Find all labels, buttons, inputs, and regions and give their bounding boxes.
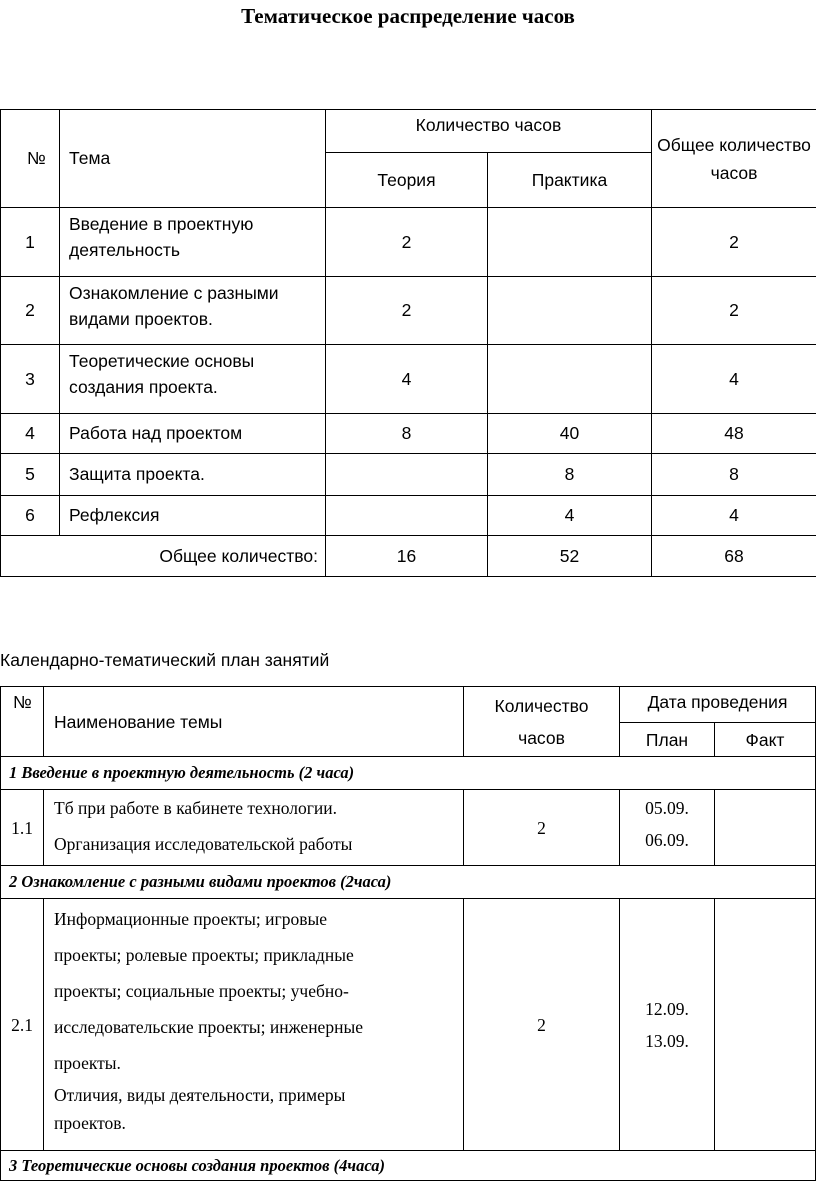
row-hours: 2 xyxy=(464,790,620,866)
footer-label: Общее количество: xyxy=(1,536,326,577)
row-total: 2 xyxy=(652,208,816,277)
header-hours-line2: часов xyxy=(518,727,565,748)
row-num: 3 xyxy=(1,345,60,414)
row-total: 2 xyxy=(652,277,816,345)
row-plan xyxy=(620,899,715,1151)
table-row xyxy=(1,790,816,866)
table-row xyxy=(1,345,816,414)
plan-date: 06.09. xyxy=(645,830,689,850)
table-footer-row xyxy=(1,536,816,577)
row-topic: Теоретические основы создания проекта. xyxy=(60,345,326,414)
row-total: 8 xyxy=(652,454,816,496)
topic-line: Организация исследовательской работы xyxy=(54,834,353,854)
calendar-plan-table xyxy=(0,686,816,1181)
row-theory: 4 xyxy=(326,345,488,414)
row-topic: Защита проекта. xyxy=(60,454,326,496)
header-plan: План xyxy=(620,723,715,757)
header-topic: Тема xyxy=(60,110,326,208)
header-hours: Количество часов xyxy=(326,110,652,153)
footer-total: 68 xyxy=(652,536,816,577)
table-row xyxy=(1,208,816,277)
header-practice: Практика xyxy=(488,153,652,208)
row-num: 4 xyxy=(1,414,60,454)
plan-date: 13.09. xyxy=(645,1030,689,1051)
topic-line: проекты; социальные проекты; учебно- xyxy=(54,981,349,1001)
row-practice: 40 xyxy=(488,414,652,454)
topic-line: Информационные проекты; игровые xyxy=(54,909,328,929)
row-num: 1.1 xyxy=(1,790,44,866)
table-row xyxy=(1,899,816,1151)
table-row xyxy=(1,496,816,536)
row-topic: Ознакомление с разными видами проектов. xyxy=(60,277,326,345)
row-practice: 4 xyxy=(488,496,652,536)
table-row xyxy=(1,454,816,496)
footer-practice: 52 xyxy=(488,536,652,577)
row-topic: Работа над проектом xyxy=(60,414,326,454)
topic-line: Отличия, виды деятельности, примеры xyxy=(54,1085,346,1105)
topic-line: проекты; ролевые проекты; прикладные xyxy=(54,945,354,965)
row-practice: 8 xyxy=(488,454,652,496)
row-fact xyxy=(715,899,816,1151)
row-practice xyxy=(488,208,652,277)
row-topic: Введение в проектную деятельность xyxy=(60,208,326,277)
section-row xyxy=(1,1151,816,1181)
row-total: 4 xyxy=(652,345,816,414)
section-row xyxy=(1,757,816,790)
row-num: 2 xyxy=(1,277,60,345)
row-practice xyxy=(488,345,652,414)
row-num: 1 xyxy=(1,208,60,277)
header-num: № xyxy=(1,687,44,757)
section-title: 2 Ознакомление с разными видами проектов (2часа) xyxy=(1,866,816,899)
row-plan xyxy=(620,790,715,866)
header-num: № xyxy=(1,110,60,208)
topic-line: исследовательские проекты; инженерные xyxy=(54,1017,363,1037)
row-fact xyxy=(715,790,816,866)
row-num: 2.1 xyxy=(1,899,44,1151)
topic-line: проектов. xyxy=(54,1113,126,1133)
header-date: Дата проведения xyxy=(620,687,816,723)
row-topic: Рефлексия xyxy=(60,496,326,536)
topic-line: Тб при работе в кабинете технологии. xyxy=(54,798,337,818)
hours-distribution-table xyxy=(0,109,816,577)
row-theory: 2 xyxy=(326,208,488,277)
plan-date: 12.09. xyxy=(645,998,689,1019)
header-hours xyxy=(464,687,620,757)
row-topic xyxy=(44,899,464,1151)
header-topic: Наименование темы xyxy=(44,687,464,757)
section-row xyxy=(1,866,816,899)
page-title: Тематическое распределение часов xyxy=(241,4,575,28)
header-theory: Теория xyxy=(326,153,488,208)
row-hours: 2 xyxy=(464,899,620,1151)
header-hours-line1: Количество xyxy=(494,695,589,716)
section-heading: Календарно-тематический план занятий xyxy=(0,650,330,670)
row-num: 6 xyxy=(1,496,60,536)
table-row xyxy=(1,277,816,345)
header-fact: Факт xyxy=(715,723,816,757)
row-num: 5 xyxy=(1,454,60,496)
table-row xyxy=(1,414,816,454)
plan-date: 05.09. xyxy=(645,798,689,818)
row-theory: 2 xyxy=(326,277,488,345)
row-theory xyxy=(326,454,488,496)
section-title: 3 Теоретические основы создания проектов (4часа) xyxy=(1,1151,816,1181)
footer-theory: 16 xyxy=(326,536,488,577)
row-theory: 8 xyxy=(326,414,488,454)
section-title: 1 Введение в проектную деятельность (2 часа) xyxy=(1,757,816,790)
row-topic xyxy=(44,790,464,866)
topic-line: проекты. xyxy=(54,1053,121,1073)
header-total: Общее количество часов xyxy=(652,110,816,208)
row-total: 4 xyxy=(652,496,816,536)
row-practice xyxy=(488,277,652,345)
row-total: 48 xyxy=(652,414,816,454)
row-theory xyxy=(326,496,488,536)
